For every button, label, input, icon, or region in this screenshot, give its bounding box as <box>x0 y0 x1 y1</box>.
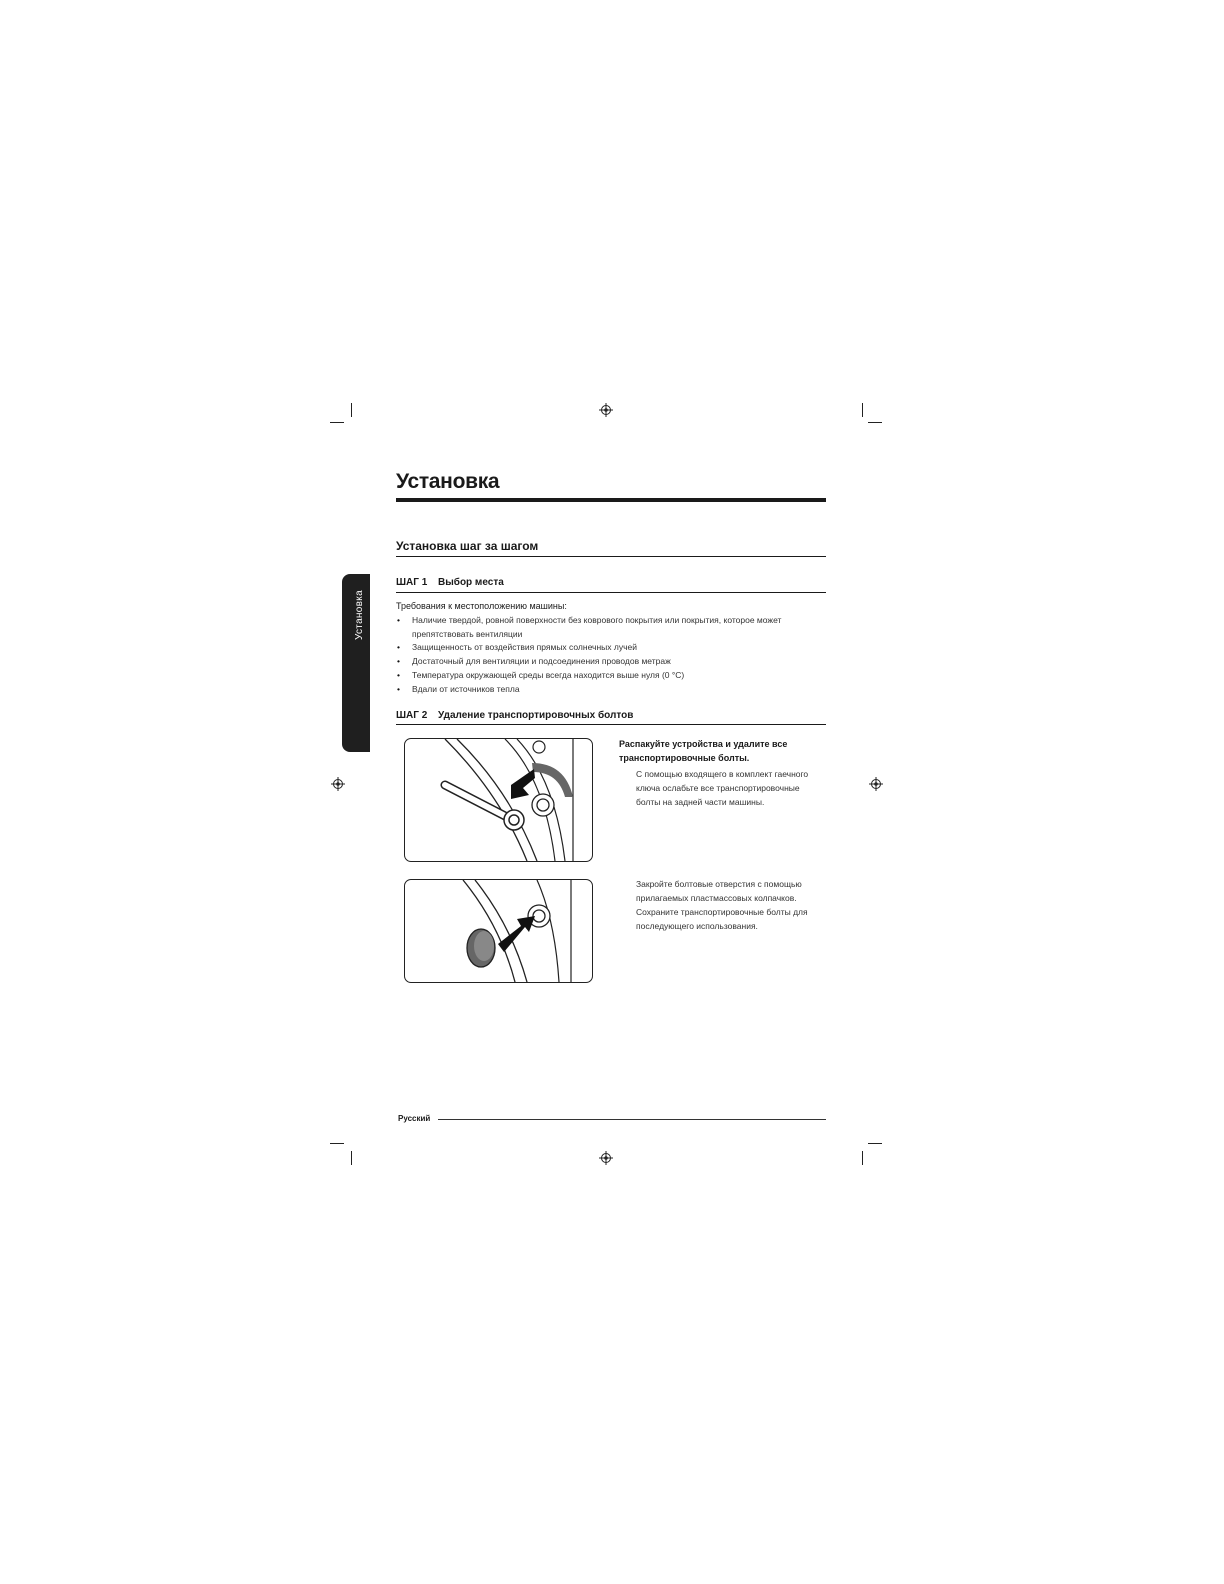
requirements-list <box>396 614 796 696</box>
page-title: Установка <box>396 470 500 493</box>
list-item: • Наличие твердой, ровной поверхности без коврового покрытия или покрытия, которое может препятствовать вентиляции <box>396 614 796 641</box>
step2-paragraph-1: С помощью входящего в комплект гаечного ключа ослабьте все транспортировочные болты на задней части машины. <box>636 769 809 807</box>
registration-mark-icon <box>331 777 345 791</box>
step1-divider <box>396 592 826 593</box>
step2-title: Удаление транспортировочных болтов <box>438 710 634 721</box>
step2-heading <box>396 710 633 721</box>
registration-mark-icon <box>599 403 613 417</box>
step2-lead-text: Распакуйте устройства и удалите все транспортировочные болты. <box>619 739 788 763</box>
title-divider <box>396 498 826 502</box>
step2-divider <box>396 724 826 725</box>
footer-divider <box>438 1119 826 1120</box>
cap-insertion-illustration <box>404 879 593 983</box>
list-item: • Достаточный для вентиляции и подсоединения проводов метраж <box>396 655 796 669</box>
crop-mark <box>868 422 882 423</box>
step2-number: ШАГ 2 <box>396 710 428 721</box>
list-item: • Вдали от источников тепла <box>396 683 796 697</box>
requirements-intro: Требования к местоположению машины: <box>396 601 567 611</box>
crop-mark <box>868 1143 882 1144</box>
chapter-side-tab-label: Установка <box>354 590 365 640</box>
footer-language: Русский <box>398 1114 431 1123</box>
registration-mark-icon <box>869 777 883 791</box>
chapter-side-tab <box>342 574 370 752</box>
registration-mark-icon <box>599 1151 613 1165</box>
wrench-loosening-bolt-illustration <box>404 738 593 862</box>
step2-paragraph-2: Закройте болтовые отверстия с помощью прилагаемых пластмассовых колпачков. Сохраните транспортировочные болты для последующего использования. <box>636 879 808 931</box>
step1-title: Выбор места <box>438 577 504 588</box>
crop-mark <box>330 422 344 423</box>
list-item: • Температура окружающей среды всегда находится выше нуля (0 °C) <box>396 669 796 683</box>
crop-mark <box>862 1151 863 1165</box>
step1-heading <box>396 577 504 588</box>
list-item: • Защищенность от воздействия прямых солнечных лучей <box>396 641 796 655</box>
crop-mark <box>330 1143 344 1144</box>
crop-mark <box>351 1151 352 1165</box>
step1-number: ШАГ 1 <box>396 577 428 588</box>
section-divider <box>396 556 826 557</box>
crop-mark <box>351 403 352 417</box>
crop-mark <box>862 403 863 417</box>
section-title: Установка шаг за шагом <box>396 539 539 553</box>
